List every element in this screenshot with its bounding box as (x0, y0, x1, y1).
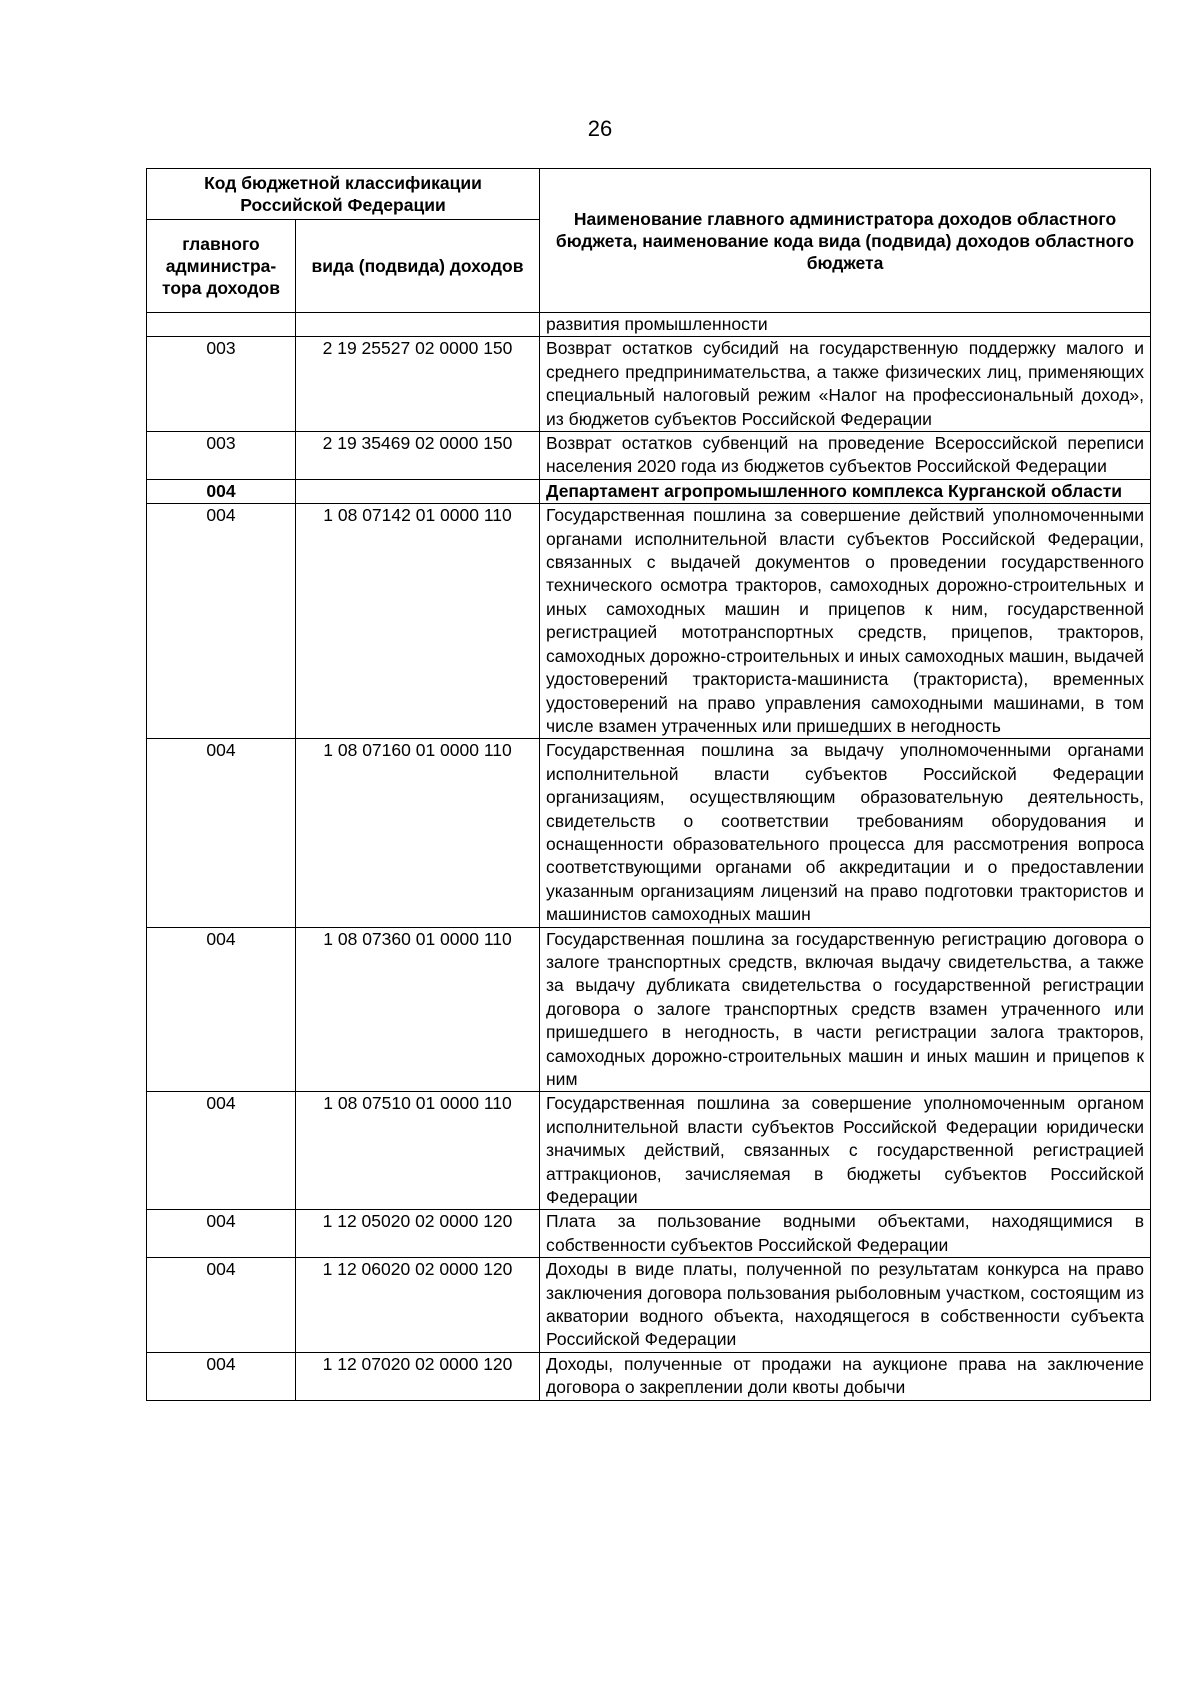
table-row (147, 479, 1151, 503)
admin-code-cell: 004 (147, 504, 296, 739)
income-code-cell (296, 313, 540, 337)
admin-code-cell: 003 (147, 432, 296, 480)
table-header (147, 169, 1151, 313)
income-name-cell: развития промышленности (540, 313, 1151, 337)
income-name-cell: Государственная пошлина за совершение действий уполномоченными органами исполнительной власти субъектов Российской Федерации, связанных с выдачей документов о проведении государственного технического осмотра тракторов, самоходных дорожно-строительных и иных самоходных машин и прицепов к ним, государственной регистрацией мототранспортных средств, прицепов, тракторов, самоходных дорожно-строительных и иных самоходных машин, выдачей удостоверений тракториста-машиниста (тракториста), временных удостоверений на право управления самоходными машинами, в том числе взамен утраченных или пришедших в негодность (540, 504, 1151, 739)
table-body (147, 313, 1151, 1401)
budget-classification-table (146, 168, 1151, 1401)
table-row (147, 1092, 1151, 1210)
income-name-cell: Департамент агропромышленного комплекса Курганской области (540, 479, 1151, 503)
admin-code-cell: 004 (147, 479, 296, 503)
income-code-cell: 1 08 07160 01 0000 110 (296, 739, 540, 927)
header-name: Наименование главного администратора доходов областного бюджета, наименование кода вида (подвида) доходов областного бюджета (540, 169, 1151, 313)
admin-code-cell: 004 (147, 1352, 296, 1400)
income-name-cell: Доходы, полученные от продажи на аукционе права на заключение договора о закреплении доли квоты добычи (540, 1352, 1151, 1400)
income-name-cell: Возврат остатков субвенций на проведение Всероссийской переписи населения 2020 года из бюджетов субъектов Российской Федерации (540, 432, 1151, 480)
table-row (147, 337, 1151, 432)
table-row (147, 1210, 1151, 1258)
header-code-group: Код бюджетной классификации Российской Федерации (147, 169, 540, 220)
admin-code-cell: 004 (147, 1092, 296, 1210)
table-row (147, 504, 1151, 739)
table-row (147, 313, 1151, 337)
income-name-cell: Плата за пользование водными объектами, находящимися в собственности субъектов Российской Федерации (540, 1210, 1151, 1258)
income-code-cell: 1 12 06020 02 0000 120 (296, 1258, 540, 1353)
header-admin-code: главного администра-тора доходов (147, 220, 296, 313)
page-number: 26 (587, 116, 613, 141)
table-row (147, 927, 1151, 1092)
table-row (147, 1258, 1151, 1353)
admin-code-cell: 004 (147, 1210, 296, 1258)
header-kind-code: вида (подвида) доходов (296, 220, 540, 313)
income-name-cell: Государственная пошлина за выдачу уполномоченными органами исполнительной власти субъектов Российской Федерации организациям, осуществляющим образовательную деятельность, свидетельств о соответствии требованиям оборудования и оснащенности образовательного процесса для рассмотрения вопроса соответствующими органами об аккредитации и о предоставлении указанным организациям лицензий на право подготовки трактористов и машинистов самоходных машин (540, 739, 1151, 927)
admin-code-cell: 004 (147, 739, 296, 927)
income-code-cell: 2 19 25527 02 0000 150 (296, 337, 540, 432)
income-name-cell: Доходы в виде платы, полученной по результатам конкурса на право заключения договора пользования рыболовным участком, состоящим из акватории водного объекта, находящегося в собственности субъекта Российской Федерации (540, 1258, 1151, 1353)
income-name-cell: Государственная пошлина за совершение уполномоченным органом исполнительной власти субъектов Российской Федерации юридически значимых действий, связанных с государственной регистрацией аттракционов, зачисляемая в бюджеты субъектов Российской Федерации (540, 1092, 1151, 1210)
table-row (147, 739, 1151, 927)
admin-code-cell: 003 (147, 337, 296, 432)
income-code-cell: 1 12 07020 02 0000 120 (296, 1352, 540, 1400)
admin-code-cell: 004 (147, 1258, 296, 1353)
income-code-cell: 1 08 07360 01 0000 110 (296, 927, 540, 1092)
income-name-cell: Возврат остатков субсидий на государственную поддержку малого и среднего предпринимательства, а также физических лиц, применяющих специальный налоговый режим «Налог на профессиональный доход», из бюджетов субъектов Российской Федерации (540, 337, 1151, 432)
income-code-cell: 1 08 07510 01 0000 110 (296, 1092, 540, 1210)
income-code-cell: 1 08 07142 01 0000 110 (296, 504, 540, 739)
income-code-cell (296, 479, 540, 503)
admin-code-cell (147, 313, 296, 337)
income-name-cell: Государственная пошлина за государственную регистрацию договора о залоге транспортных средств, включая выдачу свидетельства, а также за выдачу дубликата свидетельства о государственной регистрации договора о залоге транспортных средств взамен утраченного или пришедшего в негодность, в части регистрации залога тракторов, самоходных дорожно-строительных машин и иных машин и прицепов к ним (540, 927, 1151, 1092)
income-code-cell: 2 19 35469 02 0000 150 (296, 432, 540, 480)
table-row (147, 1352, 1151, 1400)
income-code-cell: 1 12 05020 02 0000 120 (296, 1210, 540, 1258)
table-row (147, 432, 1151, 480)
admin-code-cell: 004 (147, 927, 296, 1092)
